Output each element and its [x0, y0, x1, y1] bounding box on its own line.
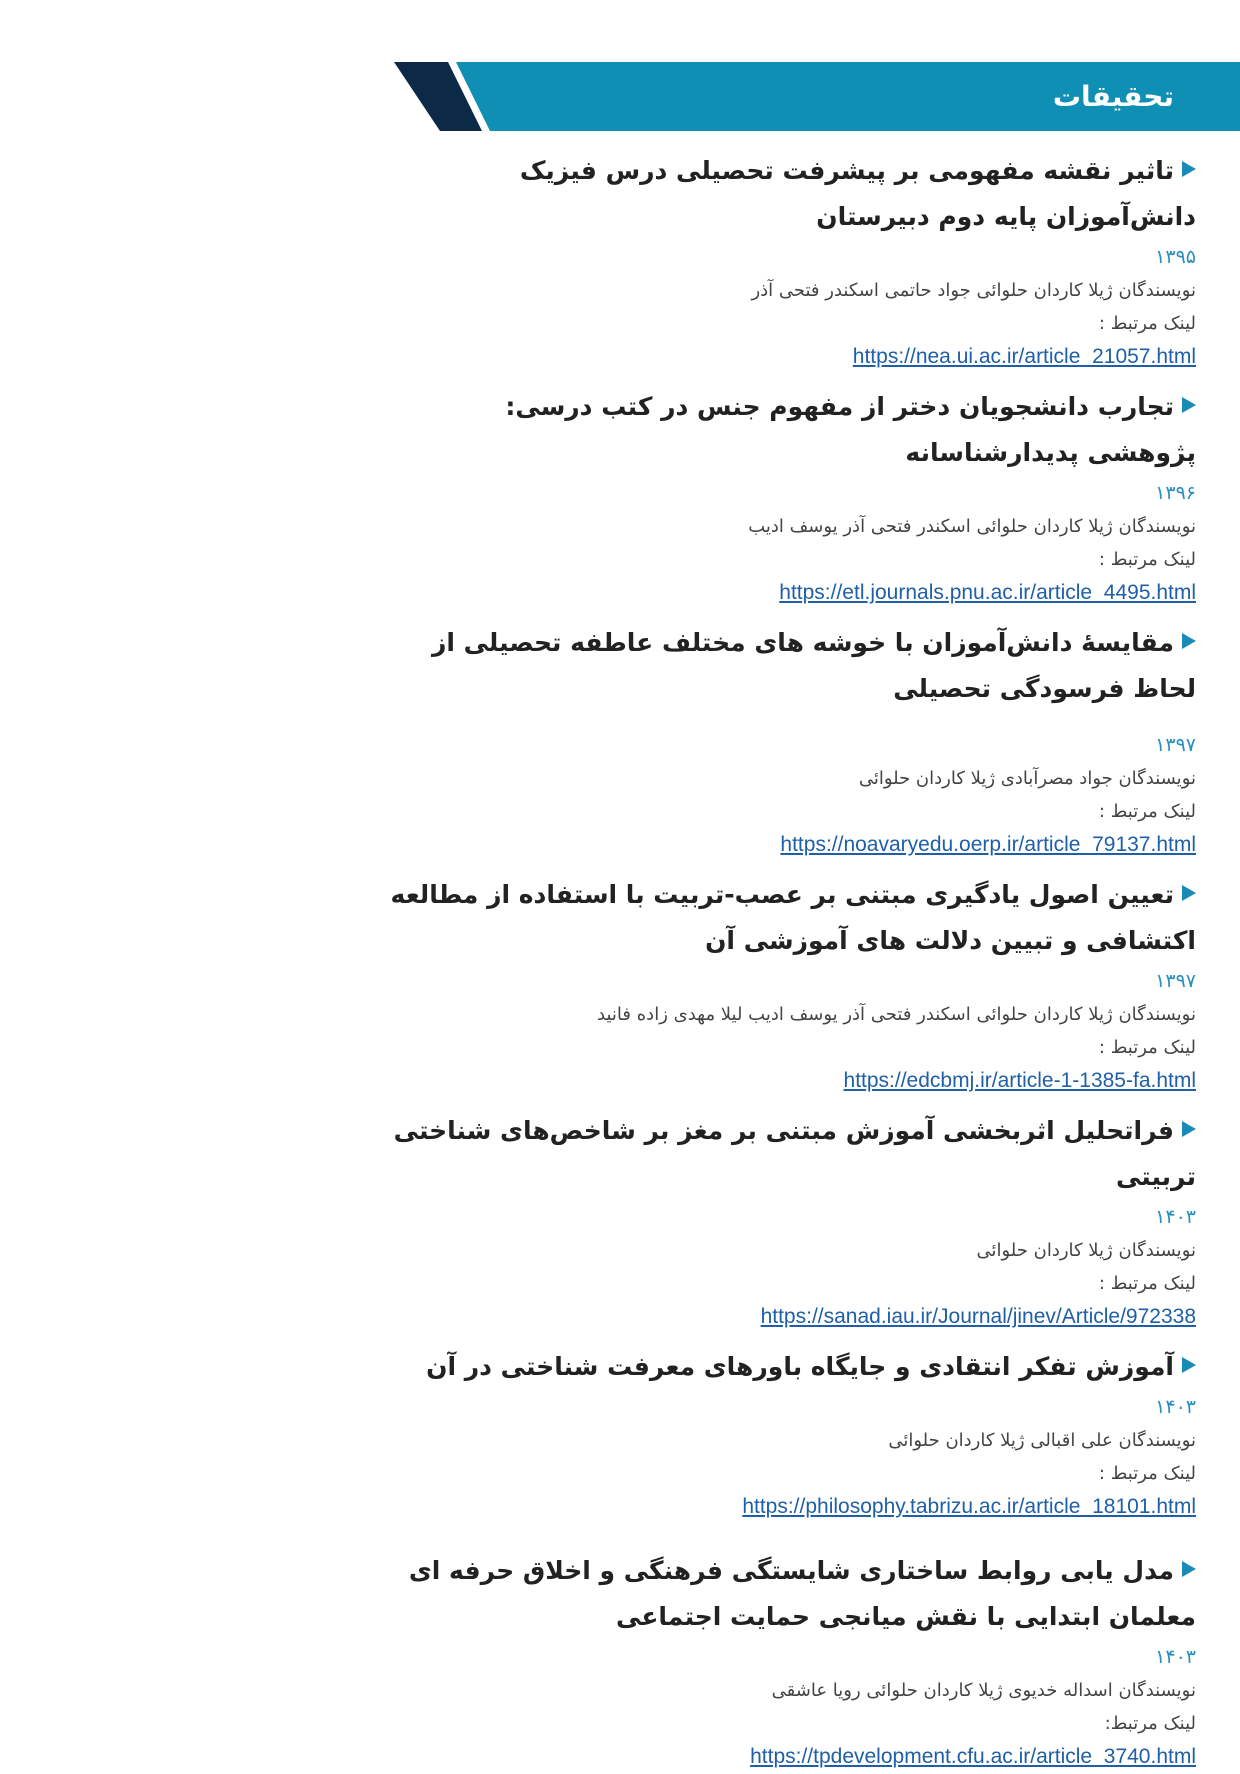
article-authors: نویسندگان اسداله خدیوی ژیلا کاردان حلوائی رویا عاشقی: [771, 1680, 1196, 1701]
article-year: ۱۴۰۳: [1155, 1396, 1196, 1418]
article-title: فراتحلیل اثربخشی آموزش مبتنی بر مغز بر شاخص‌های شناختی تربیتی: [393, 1116, 1196, 1191]
triangle-bullet-icon: [1182, 885, 1196, 901]
article-year: ۱۳۹۶: [1155, 482, 1196, 504]
triangle-bullet-icon: [1182, 633, 1196, 649]
article-link[interactable]: https://tpdevelopment.cfu.ac.ir/article_3740.html: [750, 1745, 1196, 1768]
article-link[interactable]: https://noavaryedu.oerp.ir/article_79137.html: [780, 833, 1196, 856]
article-item: [390, 148, 1196, 374]
triangle-bullet-icon: [1182, 161, 1196, 177]
articles-list: [390, 148, 1196, 1774]
article-link[interactable]: https://philosophy.tabrizu.ac.ir/article_18101.html: [742, 1495, 1196, 1518]
article-link-label: لینک مرتبط:: [1104, 1713, 1196, 1734]
article-item: [390, 384, 1196, 610]
article-item: [390, 872, 1196, 1098]
article-title: تعیین اصول یادگیری مبتنی بر عصب-تربیت با استفاده از مطالعه اکتشافی و تبیین دلالت های آموزشی آن: [390, 880, 1196, 955]
article-link-label: لینک مرتبط :: [1098, 1463, 1196, 1484]
article-link-label: لینک مرتبط :: [1098, 1037, 1196, 1058]
article-item: [390, 1344, 1196, 1524]
triangle-bullet-icon: [1182, 1121, 1196, 1137]
article-link[interactable]: https://sanad.iau.ir/Journal/jinev/Article/972338: [760, 1305, 1196, 1328]
article-title: تجارب دانشجویان دختر از مفهوم جنس در کتب درسی: پژوهشی پدیدارشناسانه: [505, 392, 1196, 467]
article-year: ۱۳۹۷: [1155, 734, 1196, 756]
article-link[interactable]: https://edcbmj.ir/article-1-1385-fa.html: [843, 1069, 1196, 1092]
page-title: تحقیقات: [1052, 80, 1174, 113]
article-authors: نویسندگان علی اقبالی ژیلا کاردان حلوائی: [888, 1430, 1196, 1451]
article-title: آموزش تفکر انتقادی و جایگاه باورهای معرفت شناختی در آن: [390, 1344, 1196, 1390]
article-link-label: لینک مرتبط :: [1098, 313, 1196, 334]
article-year: ۱۳۹۷: [1155, 970, 1196, 992]
triangle-bullet-icon: [1182, 1357, 1196, 1373]
article-link-label: لینک مرتبط :: [1098, 1273, 1196, 1294]
article-year: ۱۳۹۵: [1155, 246, 1196, 268]
article-item: [390, 1548, 1196, 1774]
article-item: [390, 1108, 1196, 1334]
article-year: ۱۴۰۳: [1155, 1206, 1196, 1228]
article-link-label: لینک مرتبط :: [1098, 549, 1196, 570]
article-authors: نویسندگان جواد مصرآبادی ژیلا کاردان حلوائی: [858, 768, 1196, 789]
article-authors: نویسندگان ژیلا کاردان حلوائی اسکندر فتحی آذر یوسف ادیب: [748, 516, 1196, 537]
section-header-bar: [394, 62, 1240, 131]
article-link-label: لینک مرتبط :: [1098, 801, 1196, 822]
triangle-bullet-icon: [1182, 397, 1196, 413]
article-year: ۱۴۰۳: [1155, 1646, 1196, 1668]
article-authors: نویسندگان ژیلا کاردان حلوائی جواد حاتمی اسکندر فتحی آذر: [751, 280, 1196, 301]
article-title: مدل یابی روابط ساختاری شایستگی فرهنگی و اخلاق حرفه ای معلمان ابتدایی با نقش میانجی حمایت اجتماعی: [408, 1556, 1196, 1631]
article-authors: نویسندگان ژیلا کاردان حلوائی اسکندر فتحی آذر یوسف ادیب لیلا مهدی زاده فانید: [597, 1004, 1196, 1025]
article-title: تاثیر نقشه مفهومی بر پیشرفت تحصیلی درس فیزیک دانش‌آموزان پایه دوم دبیرستان: [519, 156, 1196, 231]
article-item: [390, 620, 1196, 862]
article-authors: نویسندگان ژیلا کاردان حلوائی: [976, 1240, 1196, 1261]
article-link[interactable]: https://nea.ui.ac.ir/article_21057.html: [852, 345, 1196, 368]
article-title: مقایسۀ دانش‌آموزان با خوشه های مختلف عاطفه تحصیلی از لحاظ فرسودگی تحصیلی: [431, 628, 1196, 703]
triangle-bullet-icon: [1182, 1561, 1196, 1577]
article-link[interactable]: https://etl.journals.pnu.ac.ir/article_4495.html: [779, 581, 1196, 604]
